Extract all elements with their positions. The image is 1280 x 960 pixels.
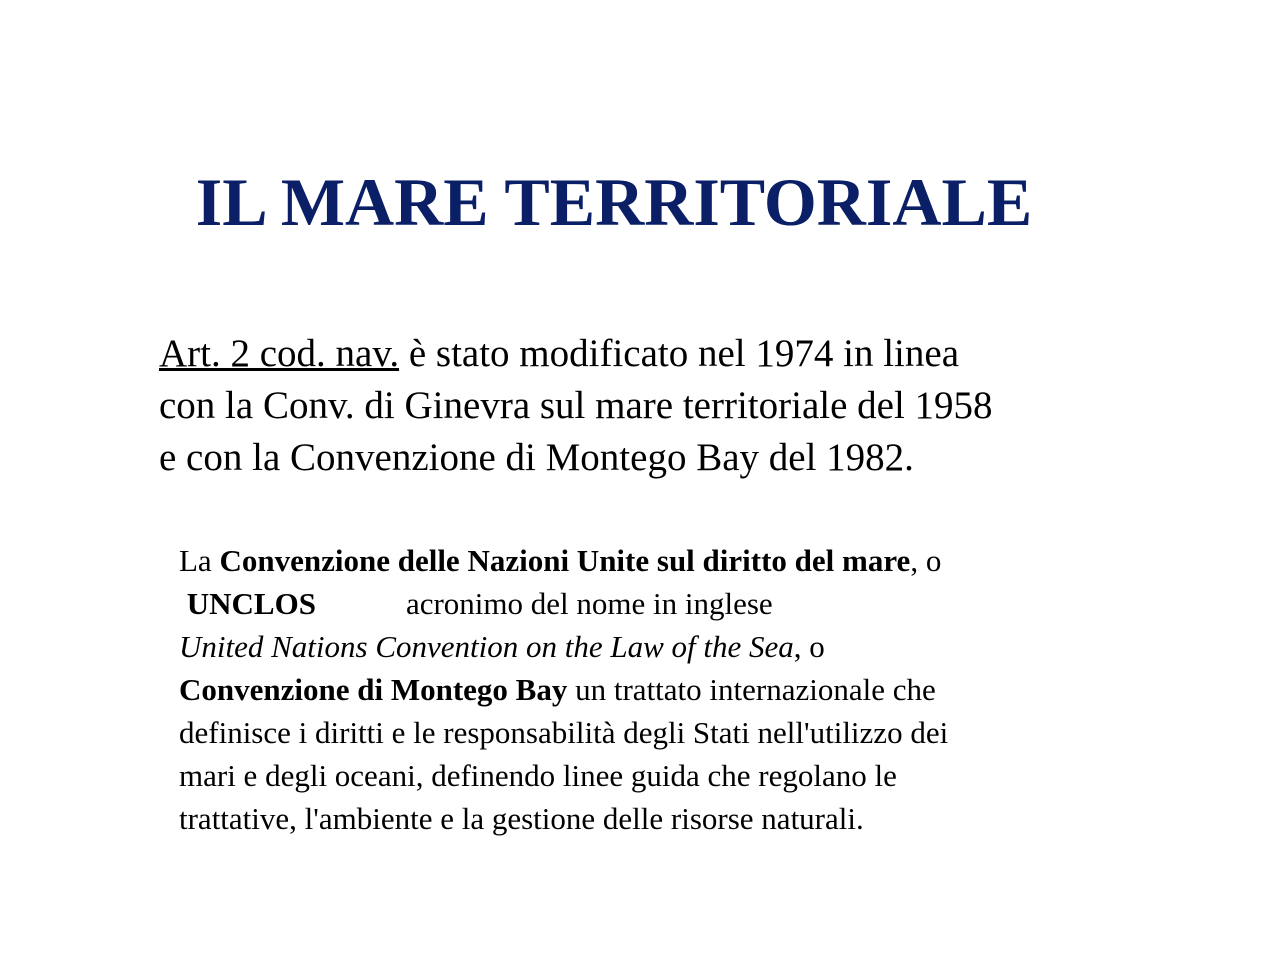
unclos-paragraph xyxy=(179,539,1119,840)
intro-line1-text: è stato modificato nel 1974 in linea xyxy=(399,332,960,375)
body-line-2 xyxy=(179,582,1119,625)
body-line-7: trattative, l'ambiente e la gestione delle risorse naturali. xyxy=(179,801,864,836)
intro-paragraph xyxy=(159,328,1119,484)
slide-title: IL MARE TERRITORIALE xyxy=(195,164,1033,240)
body-line-3 xyxy=(179,625,1119,668)
montego-bay-bold: Convenzione di Montego Bay xyxy=(179,672,568,707)
body-line-6: mari e degli oceani, definendo linee guida che regolano le xyxy=(179,758,897,793)
intro-line2-text: con la Conv. di Ginevra sul mare territoriale del 1958 xyxy=(159,384,993,427)
body-line-4 xyxy=(179,668,1119,711)
intro-line3-text: e con la Convenzione di Montego Bay del 1982. xyxy=(159,436,914,479)
body-l1-suffix: , o xyxy=(910,543,942,578)
article-reference: Art. 2 cod. nav. xyxy=(159,332,400,375)
body-l1-prefix: La xyxy=(179,543,220,578)
convention-name-bold: Convenzione delle Nazioni Unite sul diritto del mare xyxy=(219,543,911,578)
acronym-description: acronimo del nome in inglese xyxy=(405,586,773,621)
body-l3-suffix: , o xyxy=(793,629,825,664)
english-name-italic: United Nations Convention on the Law of the Sea xyxy=(179,629,794,664)
body-l4-rest: un trattato internazionale che xyxy=(567,672,936,707)
body-line-5: definisce i diritti e le responsabilità degli Stati nell'utilizzo dei xyxy=(179,715,949,750)
body-line-1 xyxy=(179,539,1119,582)
unclos-acronym: UNCLOS xyxy=(186,586,316,621)
